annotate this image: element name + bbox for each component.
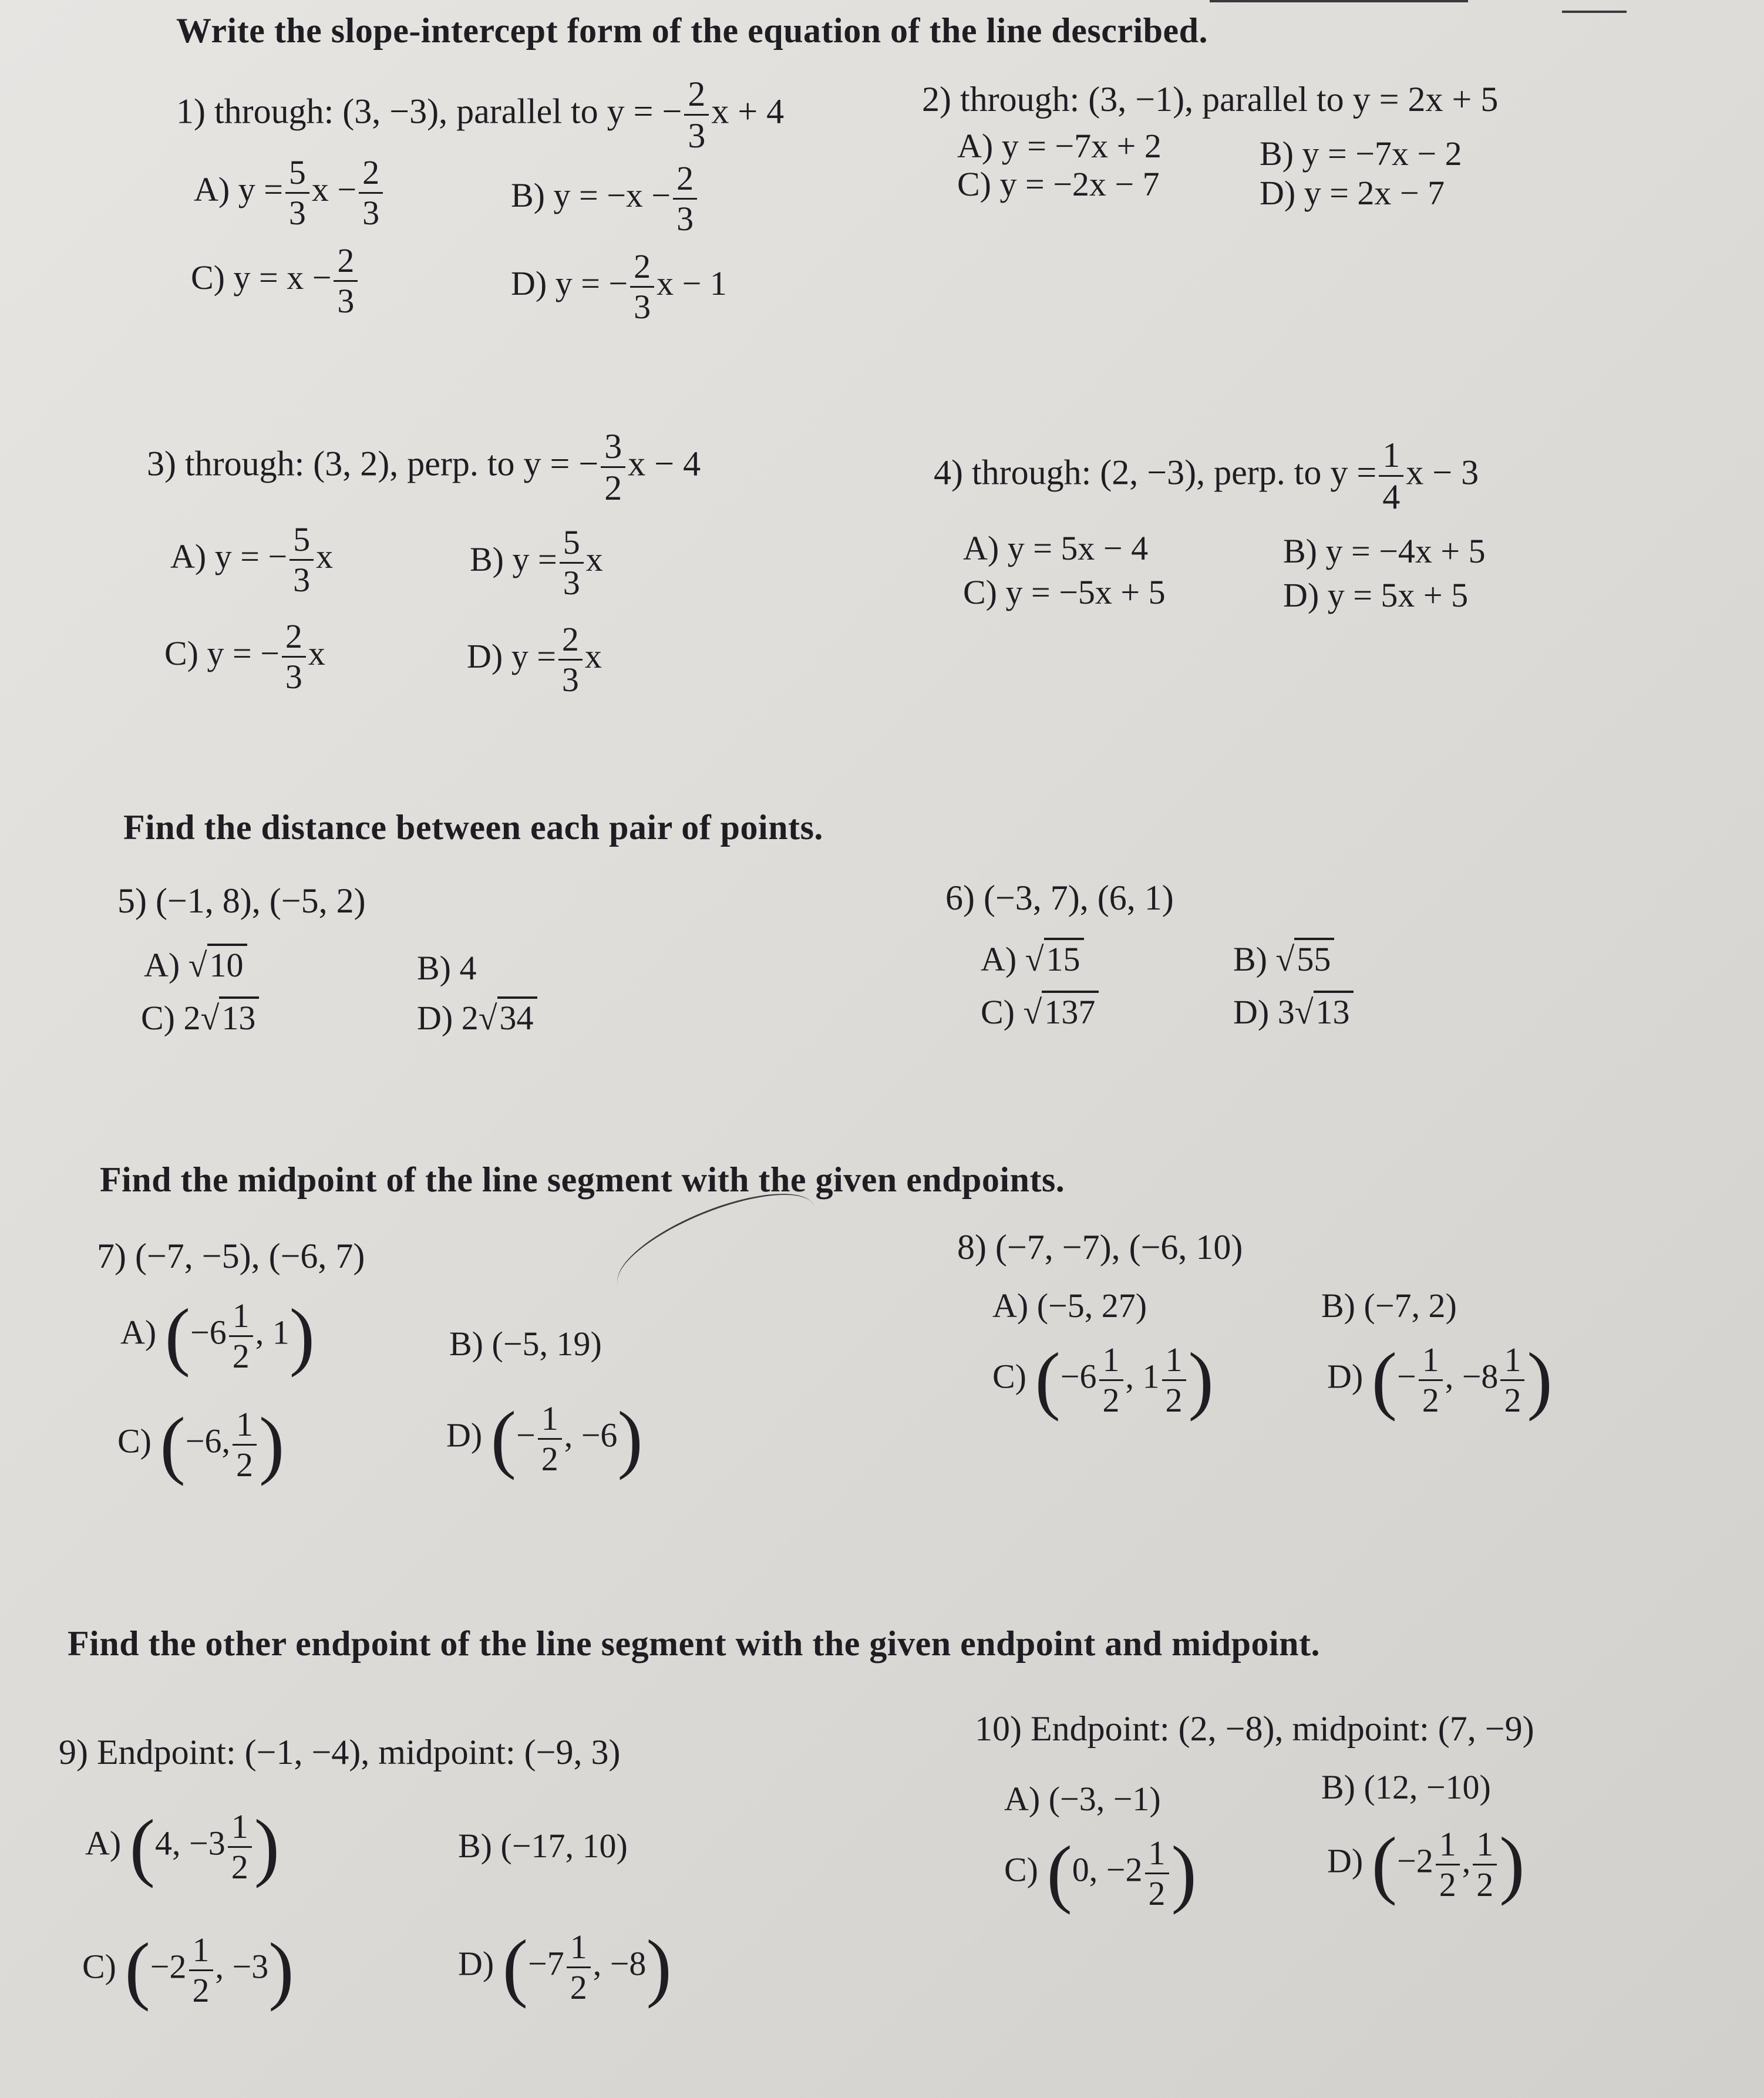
- fraction: $\frac{1}{2}$: [1162, 1343, 1186, 1417]
- question-9: 9) Endpoint: (−1, −4), midpoint: (−9, 3): [59, 1733, 621, 1772]
- q1-option-c[interactable]: C) y = x − $\frac{2}{3}$: [191, 244, 360, 318]
- q9-option-a[interactable]: A) (4, −3 $\frac{1}{2}$ ): [85, 1804, 280, 1889]
- square-root: √13: [1295, 992, 1354, 1032]
- q7-option-c[interactable]: C) (−6, $\frac{1}{2}$ ): [117, 1402, 285, 1487]
- q10-option-d[interactable]: D) (−2 $\frac{1}{2}$ , $\frac{1}{2}$ ): [1327, 1822, 1525, 1907]
- question-1: 1) through: (3, −3), parallel to y = − $\frac{2}{3}$ x + 4: [176, 75, 785, 155]
- fraction: $\frac{5}{3}$: [560, 526, 584, 600]
- instruction-midpoint: Find the midpoint of the line segment with the given endpoints.: [100, 1160, 1065, 1199]
- fraction: $\frac{1}{2}$: [233, 1407, 257, 1482]
- q1-option-a[interactable]: A) y = $\frac{5}{3}$ x − $\frac{2}{3}$: [194, 156, 385, 230]
- q9-option-d[interactable]: D) (−7 $\frac{1}{2}$ , −8): [458, 1925, 672, 2009]
- q10-option-a[interactable]: A) (−3, −1): [1004, 1780, 1161, 1818]
- q3-option-b[interactable]: B) y = $\frac{5}{3}$ x: [470, 523, 603, 602]
- question-8: 8) (−7, −7), (−6, 10): [957, 1228, 1243, 1267]
- fraction: $\frac{1}{2}$: [1099, 1343, 1123, 1417]
- fraction: $\frac{1}{2}$: [1419, 1343, 1443, 1417]
- q5-option-c[interactable]: C) 2√13: [141, 998, 259, 1038]
- fraction: $\frac{5}{3}$: [289, 523, 314, 597]
- question-10: 10) Endpoint: (2, −8), midpoint: (7, −9): [975, 1709, 1534, 1748]
- fraction: $\frac{3}{2}$: [601, 429, 625, 506]
- q8-option-a[interactable]: A) (−5, 27): [992, 1287, 1147, 1325]
- square-root: √34: [479, 998, 537, 1038]
- square-root: √55: [1276, 939, 1335, 979]
- question-2: 2) through: (3, −1), parallel to y = 2x + 5: [922, 80, 1499, 119]
- q6-option-d[interactable]: D) 3√13: [1233, 992, 1354, 1032]
- fraction: $\frac{2}{3}$: [630, 250, 654, 324]
- fraction: $\frac{1}{2}$: [228, 1810, 252, 1884]
- q7-option-b[interactable]: B) (−5, 19): [449, 1325, 602, 1363]
- q4-option-d[interactable]: D) y = 5x + 5: [1283, 576, 1469, 614]
- q2-option-a[interactable]: A) y = −7x + 2: [957, 127, 1162, 165]
- fraction: $\frac{1}{2}$: [1436, 1827, 1460, 1902]
- q10-option-b[interactable]: B) (12, −10): [1321, 1768, 1491, 1806]
- fraction: $\frac{1}{2}$: [1145, 1836, 1169, 1911]
- q3-option-d[interactable]: D) y = $\frac{2}{3}$ x: [467, 620, 602, 699]
- q9-option-c[interactable]: C) (−2 $\frac{1}{2}$ , −3): [82, 1928, 294, 2012]
- q2-option-d[interactable]: D) y = 2x − 7: [1260, 174, 1445, 212]
- instruction-slope-intercept: Write the slope-intercept form of the equation of the line described.: [176, 11, 1208, 50]
- question-7: 7) (−7, −5), (−6, 7): [97, 1237, 365, 1275]
- q8-option-b[interactable]: B) (−7, 2): [1321, 1287, 1457, 1325]
- fraction: $\frac{1}{4}$: [1379, 437, 1403, 514]
- fraction: $\frac{2}{3}$: [282, 619, 306, 694]
- fraction: $\frac{2}{3}$: [558, 622, 583, 697]
- q8-option-d[interactable]: D) (− $\frac{1}{2}$ , −8 $\frac{1}{2}$ ): [1327, 1338, 1553, 1422]
- q7-option-d[interactable]: D) (− $\frac{1}{2}$ , −6): [446, 1396, 643, 1481]
- q7-option-a[interactable]: A) (−6 $\frac{1}{2}$ , 1): [120, 1294, 315, 1378]
- fraction: $\frac{1}{2}$: [1500, 1343, 1524, 1417]
- square-root: √10: [188, 945, 247, 985]
- q5-option-d[interactable]: D) 2√34: [417, 998, 537, 1038]
- q2-option-c[interactable]: C) y = −2x − 7: [957, 165, 1160, 203]
- fraction: $\frac{5}{3}$: [285, 156, 309, 230]
- q6-option-b[interactable]: B) √55: [1233, 939, 1334, 979]
- q5-option-b[interactable]: B) 4: [417, 949, 477, 987]
- square-root: √15: [1025, 939, 1084, 979]
- q9-option-b[interactable]: B) (−17, 10): [458, 1827, 628, 1865]
- fraction: $\frac{2}{3}$: [673, 161, 697, 236]
- q2-option-b[interactable]: B) y = −7x − 2: [1260, 134, 1462, 173]
- instruction-endpoint: Find the other endpoint of the line segment with the given endpoint and midpoint.: [68, 1624, 1320, 1663]
- q4-option-c[interactable]: C) y = −5x + 5: [963, 573, 1166, 611]
- q4-option-a[interactable]: A) y = 5x − 4: [963, 529, 1149, 567]
- square-root: √137: [1024, 992, 1099, 1032]
- fraction: $\frac{1}{2}$: [229, 1299, 253, 1373]
- square-root: √13: [201, 998, 260, 1038]
- question-3: 3) through: (3, 2), perp. to y = − $\frac{3}{2}$ x − 4: [147, 427, 701, 507]
- q5-option-a[interactable]: A) √10: [144, 945, 247, 985]
- question-6: 6) (−3, 7), (6, 1): [945, 878, 1174, 917]
- q10-option-c[interactable]: C) (0, −2 $\frac{1}{2}$ ): [1004, 1831, 1197, 1915]
- question-4: 4) through: (2, −3), perp. to y = $\frac{1}{4}$ x − 3: [934, 436, 1479, 516]
- q3-option-a[interactable]: A) y = − $\frac{5}{3}$ x: [170, 520, 334, 599]
- instruction-distance: Find the distance between each pair of points.: [123, 808, 823, 847]
- q6-option-a[interactable]: A) √15: [981, 939, 1084, 979]
- q6-option-c[interactable]: C) √137: [981, 992, 1099, 1032]
- q4-option-b[interactable]: B) y = −4x + 5: [1283, 532, 1486, 570]
- q3-option-c[interactable]: C) y = − $\frac{2}{3}$ x: [164, 617, 325, 696]
- q8-option-c[interactable]: C) (−6 $\frac{1}{2}$ , 1 $\frac{1}{2}$ ): [992, 1338, 1214, 1422]
- fraction: $\frac{1}{2}$: [1473, 1827, 1497, 1902]
- fraction: $\frac{1}{2}$: [567, 1930, 591, 2005]
- question-5: 5) (−1, 8), (−5, 2): [117, 881, 366, 920]
- fraction: $\frac{1}{2}$: [189, 1933, 213, 2008]
- fraction: $\frac{2}{3}$: [359, 156, 383, 230]
- q1-option-d[interactable]: D) y = − $\frac{2}{3}$ x − 1: [511, 247, 727, 326]
- fraction: $\frac{2}{3}$: [684, 76, 709, 153]
- q1-option-b[interactable]: B) y = −x − $\frac{2}{3}$: [511, 161, 699, 236]
- answer-line: [1562, 11, 1627, 13]
- fraction: $\frac{1}{2}$: [538, 1402, 562, 1476]
- fraction: $\frac{2}{3}$: [334, 244, 358, 318]
- answer-line: [1210, 0, 1468, 2]
